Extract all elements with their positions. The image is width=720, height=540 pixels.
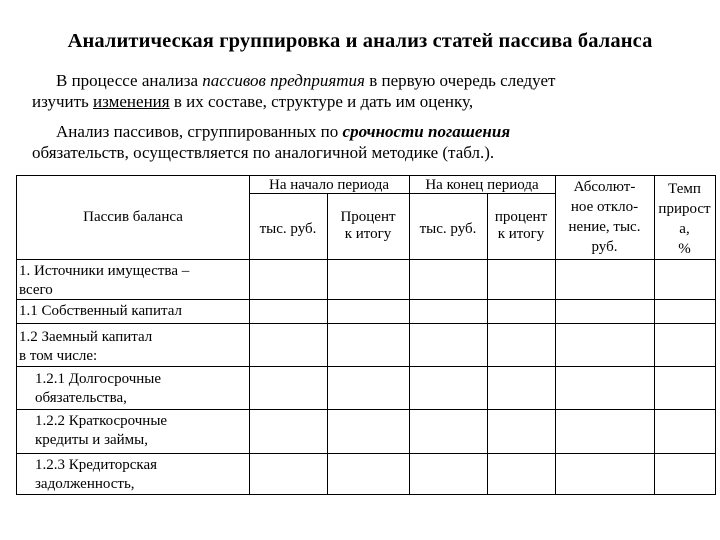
- paragraph-2: [32, 121, 672, 163]
- row-text: 1.1 Собственный капитал: [19, 303, 183, 319]
- p1-text-d: изучить: [32, 92, 94, 111]
- row-text: 1.2.2 Краткосрочные: [35, 413, 168, 429]
- row-text: задолженность,: [35, 476, 135, 492]
- header-rate-line: %: [678, 241, 691, 257]
- row-text: всего: [19, 282, 53, 298]
- header-absolute-deviation: [555, 177, 654, 257]
- header-rate-line: прирост: [658, 201, 711, 217]
- table-row-label: [35, 456, 157, 494]
- header-percent-line: к итогу: [497, 226, 545, 242]
- balance-table: [16, 175, 716, 495]
- header-end-period: На конец периода: [425, 177, 539, 193]
- p2-text-a: Анализ пассивов, сгруппированных по: [56, 122, 343, 141]
- header-percent-line: к итогу: [344, 226, 392, 242]
- row-text: 1. Источники имущества –: [19, 263, 190, 279]
- p1-text-f: в их составе, структуре и дать им оценку,: [169, 92, 474, 111]
- row-divider: [17, 366, 715, 367]
- p2-text-c: обязательств, осуществляется по аналогичной методике (табл.).: [32, 143, 495, 162]
- paragraph-1: [32, 70, 672, 112]
- row-text: обязательства,: [35, 390, 127, 406]
- page-title: Аналитическая группировка и анализ статей пассива баланса: [67, 30, 653, 52]
- row-divider: [17, 453, 715, 454]
- header-liability: Пассив баланса: [83, 209, 183, 225]
- header-percent-end: [487, 209, 555, 243]
- header-abs-line: ное откло-: [570, 199, 639, 215]
- table-row-label: [19, 302, 182, 321]
- row-text: в том числе:: [19, 348, 98, 364]
- row-text: кредиты и займы,: [35, 432, 148, 448]
- row-text: 1.2.1 Долгосрочные: [35, 371, 161, 387]
- header-abs-line: Абсолют-: [573, 179, 636, 195]
- header-rate-line: Темп: [668, 181, 701, 197]
- p1-italic-phrase: пассивов предприятия: [202, 71, 365, 90]
- row-divider: [17, 323, 715, 324]
- header-percent-start: [327, 209, 409, 243]
- p1-text-c: в первую очередь следует: [364, 71, 556, 90]
- p1-text-a: В процессе анализа: [56, 71, 203, 90]
- row-text: 1.2 Заемный капитал: [19, 329, 153, 345]
- row-text: 1.2.3 Кредиторская: [35, 457, 158, 473]
- table-row-label: [35, 370, 161, 408]
- row-divider: [17, 409, 715, 410]
- header-rate-line: а,: [679, 221, 690, 237]
- header-abs-line: руб.: [591, 239, 618, 255]
- header-growth-rate: [654, 179, 715, 259]
- p2-bold-italic-phrase: срочности погашения: [342, 122, 511, 141]
- header-start-period: На начало периода: [269, 177, 389, 193]
- p1-underlined-word: изменения: [93, 92, 170, 111]
- table-row-label: [19, 328, 152, 366]
- table-row-label: [35, 412, 167, 450]
- header-percent-line: процент: [494, 209, 548, 225]
- header-abs-line: нение, тыс.: [568, 219, 641, 235]
- table-row-label: [19, 262, 189, 300]
- header-percent-line: Процент: [340, 209, 396, 225]
- header-bottom-line: [17, 259, 715, 260]
- header-thousand-rub-end: тыс. руб.: [419, 221, 477, 237]
- header-thousand-rub-start: тыс. руб.: [259, 221, 317, 237]
